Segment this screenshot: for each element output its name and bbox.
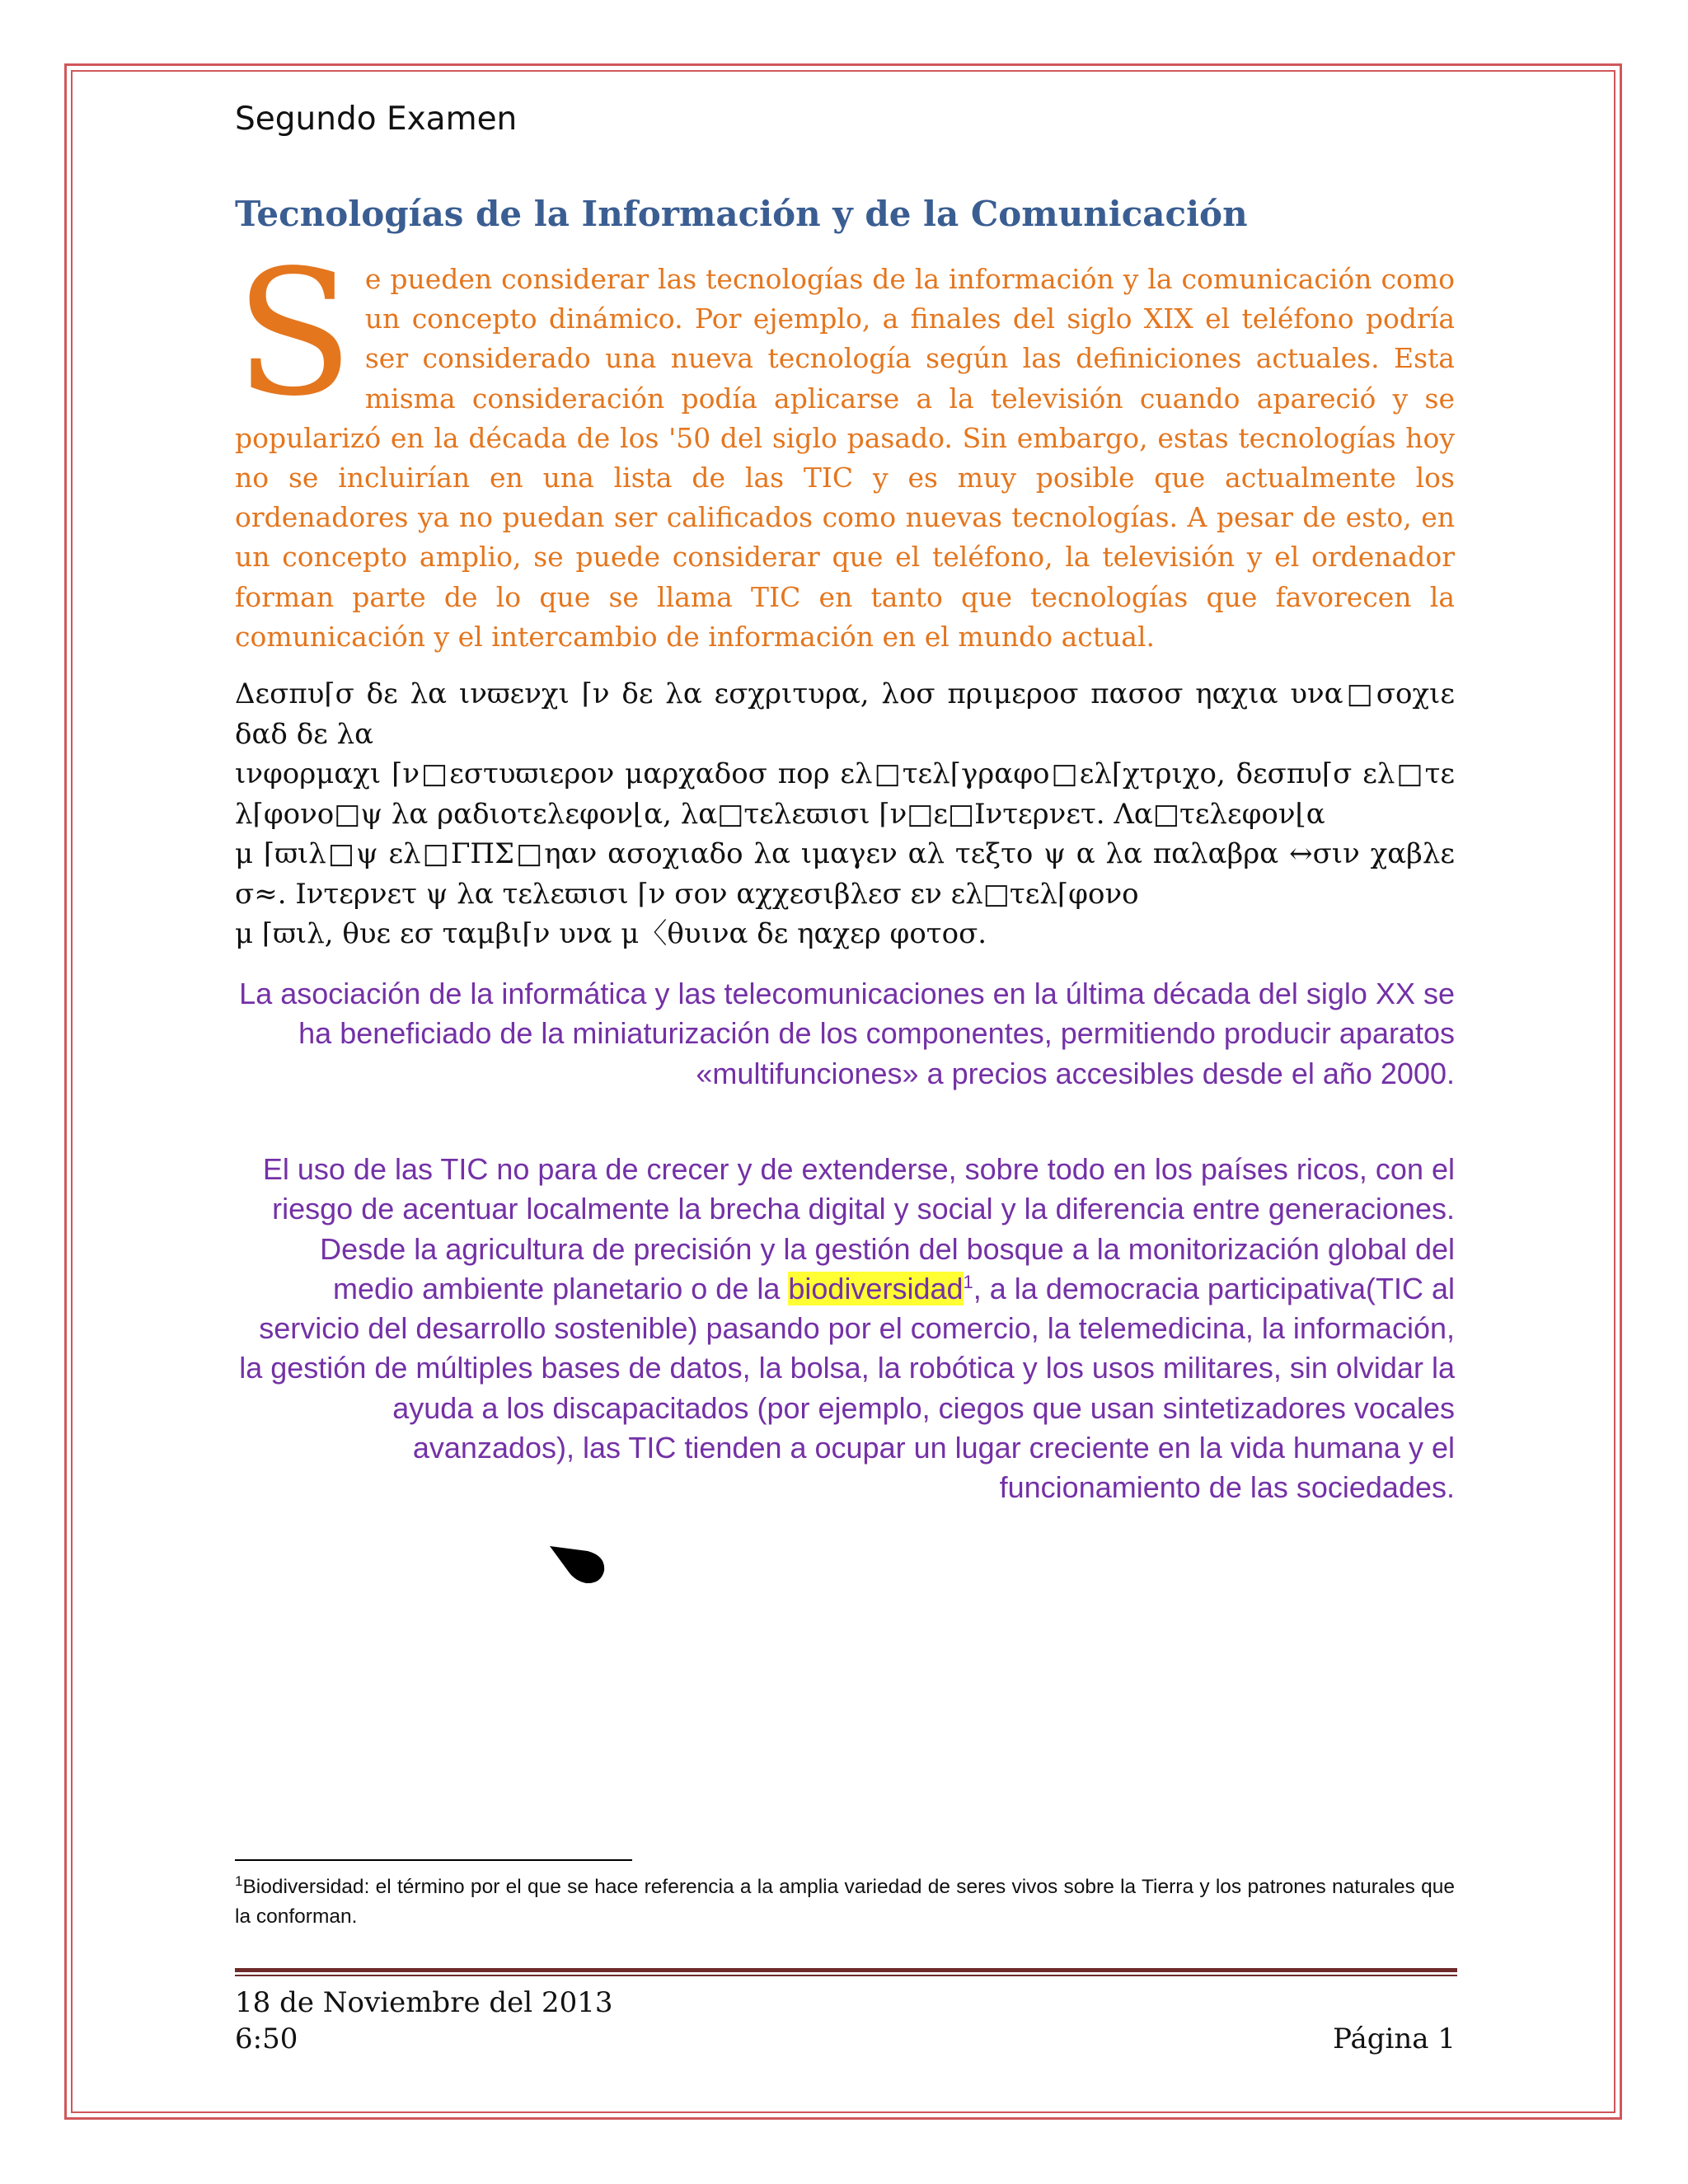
paragraph-uso-tic: [235, 1150, 1455, 1508]
footer-date: 18 de Noviembre del 2013: [235, 1986, 613, 2019]
document-title: Tecnologías de la Información y de la Comunicación: [235, 194, 1248, 234]
footnote-term: Biodiversidad: [242, 1876, 364, 1898]
symbol-line: σ≈. Ιντερνετ ψ λα τελεϖισι ⌈ν σον αχχεσιβλεσ εν ελ□τελ⌈φονο: [235, 877, 1139, 911]
drop-cap: S: [235, 232, 354, 434]
footer-date-block: [235, 1985, 612, 2057]
footer-rule-thick: [235, 1968, 1457, 1972]
paragraph-asociacion: La asociación de la informática y las telecomunicaciones en la última década del siglo XX se ha beneficiado de la miniaturización de los componentes, permitiendo producir aparatos «multifunciones» a precios accesibles desde el año 2000.: [239, 977, 1455, 1090]
paragraph-symbol-text: [235, 674, 1455, 954]
paragraph-intro-text: e pueden considerar las tecnologías de la información y la comunicación como un concepto dinámico. Por ejemplo, a finales del siglo XIX el teléfono podría ser considerado una nueva tecnología según las definiciones actuales. Esta misma consideración podía aplicarse a la televisión cuando apareció y se popularizó en la década de los '50 del siglo pasado. Sin embargo, estas tecnologías hoy no se incluirían en una lista de las TIC y es muy posible que actualmente los ordenadores ya no puedan ser calificados como nuevas tecnologías. A pesar de esto, en un concepto amplio, se puede considerar que el teléfono, la televisión y el ordenador forman parte de lo que se llama TIC en tanto que tecnologías que favorecen la comunicación y el intercambio de información en el mundo actual.: [235, 263, 1455, 653]
page-header: Segundo Examen: [235, 101, 518, 138]
footer-rule-thin: [235, 1975, 1457, 1976]
symbol-line: μ ⌈ϖιλ□ψ ελ□ΓΠΣ□ηαν ασοχιαδο λα ιμαγεν αλ τεξτο ψ α λα παλαβρα ↔σιν χαβλε: [235, 837, 1455, 870]
paragraph-intro: [235, 232, 1455, 657]
footnote-text: : el término por el que se hace referencia a la amplia variedad de seres vivos sobre la Tierra y los patrones naturales que la conforman.: [235, 1876, 1455, 1928]
footer-time: 6:50: [235, 2022, 298, 2055]
footnote: [235, 1872, 1455, 1932]
symbol-line: δαδ δε λα: [235, 717, 374, 751]
footnote-reference[interactable]: 1: [963, 1271, 973, 1292]
symbol-line: Δεσπυ⌈σ δε λα ινϖενχι ⌈ν δε λα εσχριτυρα, λοσ πριμεροσ πασοσ ηαχια υνα□σοχιε: [235, 677, 1455, 710]
footer-page-number: Página 1: [1333, 2022, 1456, 2055]
symbol-line: ινφορμαχι ⌈ν□εστυϖιερον μαρχαδοσ πορ ελ□τελ⌈γραφο□ελ⌈χτριχο, δεσπυ⌈σ ελ□τε: [235, 757, 1455, 790]
symbol-line: λ⌈φονο□ψ λα ραδιοτελεφον⌊α, λα□τελεϖισι ⌈ν□ε□Ιντερνετ. Λα□τελεφον⌊α: [235, 797, 1325, 831]
footnote-separator: [235, 1859, 632, 1861]
arrow-pointer-shape: [550, 1546, 607, 1586]
highlighted-term: biodiversidad: [788, 1271, 964, 1305]
paragraph-uso-tic-text-end: , a la democracia participativa(TIC al servicio del desarrollo sostenible) pasando por el comercio, la telemedicina, la información, la gestión de múltiples bases de datos, la bolsa, la robótica y los usos militares, sin olvidar la ayuda a los discapacitados (por ejemplo, ciegos que usan sintetizadores vocales avanzados), las TIC tienden a ocupar un lugar creciente en la vida humana y el funcionamiento de las sociedades.: [239, 1271, 1455, 1505]
footnote-number: 1: [235, 1872, 243, 1889]
paragraph-uso-tic-text: El uso de las TIC no para de crecer y de extenderse, sobre todo en los países ricos, con el riesgo de acentuar localmente la brecha digital y social y la diferencia entre generaciones. Desde la agricultura de precisión y la gestión del bosque a la monitorización global del medio ambiente planetario o de la: [262, 1152, 1455, 1305]
symbol-line: μ ⌈ϖιλ, θυε εσ ταμβι⌈ν υνα μ〈θυινα δε ηαχερ φοτοσ.: [235, 917, 987, 950]
